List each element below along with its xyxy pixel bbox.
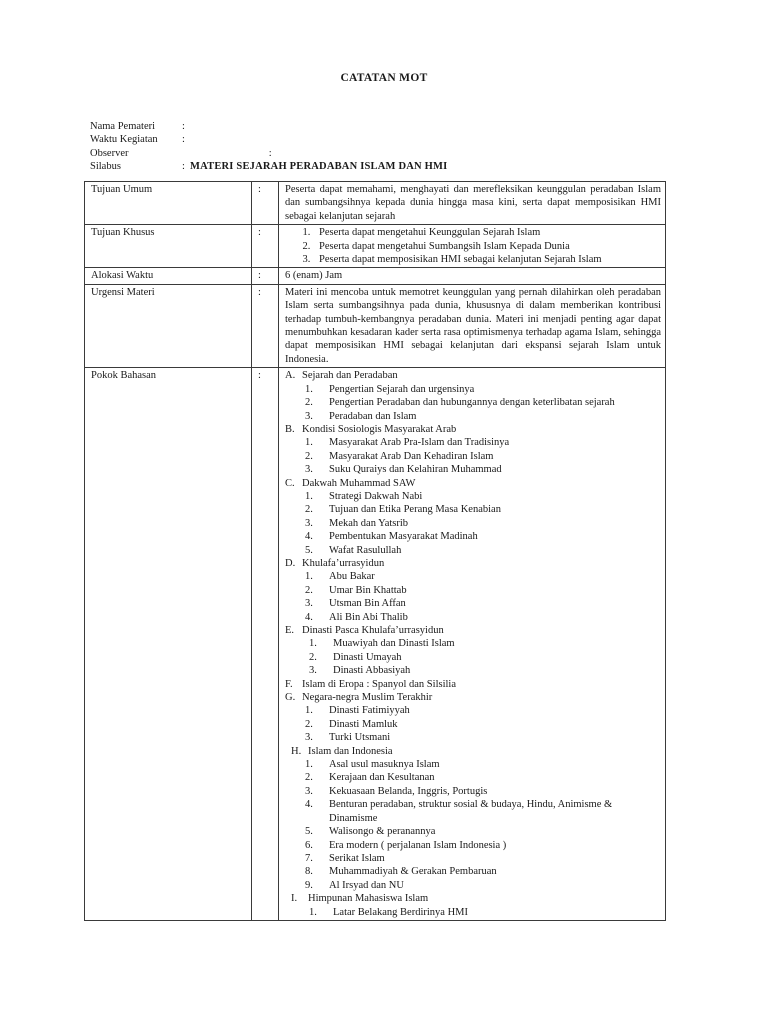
tujuan-khusus-item: 2. Peserta dapat mengetahui Sumbangsih Islam Kepada Dunia [313, 240, 661, 253]
outline-item [285, 463, 661, 476]
outline-item [285, 450, 661, 463]
section-letter: H. [291, 745, 302, 757]
item-number: 1. [305, 571, 313, 583]
item-text: Serikat Islam [329, 852, 385, 864]
document-title: CATATAN MOT [340, 72, 428, 84]
outline-item [285, 530, 661, 543]
outline-item [285, 517, 661, 530]
item-text: Utsman Bin Affan [329, 598, 406, 610]
meta-colon: : [182, 121, 185, 132]
meta-row-silabus [90, 160, 447, 173]
item-number: 1. [305, 759, 313, 771]
alokasi-waktu-text: 6 (enam) Jam [279, 268, 666, 284]
section-title: Islam dan Indonesia [308, 745, 393, 757]
section-title: Islam di Eropa : Spanyol dan Silsilia [302, 678, 456, 690]
outline-item [285, 436, 661, 449]
row-colon: : [252, 268, 279, 284]
section-letter: A. [285, 370, 296, 382]
item-text: Pengertian Sejarah dan urgensinya [329, 383, 475, 395]
meta-label: Silabus [90, 161, 121, 173]
item-number: 3. [305, 410, 313, 422]
item-number: 5. [305, 544, 313, 556]
row-colon: : [252, 182, 279, 225]
section-title: Dakwah Muhammad SAW [302, 477, 416, 489]
item-text: Latar Belakang Berdirinya HMI [333, 906, 468, 918]
meta-colon: : [182, 161, 185, 173]
item-number: 2. [305, 504, 313, 516]
outline-item [285, 597, 661, 610]
outline-item [285, 865, 661, 878]
tujuan-khusus-list [285, 226, 661, 266]
urgensi-materi-text: Materi ini mencoba untuk memotret keunggulan yang pernah dilahirkan oleh peradaban Islam serta sumbangsihnya pada dunia, khususnya di dalam memberikan kontribusi terhadap tumbuh-kembangnya peradaban dunia. Materi ini menjadi penting agar dapat menumbuhkan kesadaran kader serta rasa optimismenya terhadap agama Islam, sehingga dapat memposisikan HMI sebagai kelanjutan dari ekspansi sejarah Islam untuk Indonesia. [279, 284, 666, 367]
tujuan-umum-text: Peserta dapat memahami, menghayati dan merefleksikan keunggulan peradaban Islam dan sumbangsihnya kepada dunia hingga masa kini, serta dapat memposisikan HMI sebagai kelanjutan sejarah [279, 182, 666, 225]
item-number: 1. [305, 490, 313, 502]
item-number: 1. [305, 705, 313, 717]
item-text: Era modern ( perjalanan Islam Indonesia ) [329, 839, 507, 851]
item-number: 4. [305, 531, 313, 543]
item-text: Mekah dan Yatsrib [329, 517, 409, 529]
row-label: Alokasi Waktu [85, 268, 252, 284]
row-alokasi-waktu [85, 268, 666, 284]
meta-row-waktu-kegiatan [90, 133, 447, 146]
outline-item [285, 839, 661, 852]
item-number: 3. [305, 517, 313, 529]
item-number: 2. [305, 397, 313, 409]
item-number: 3. [305, 732, 313, 744]
outline-item [285, 718, 661, 731]
row-urgensi-materi [85, 284, 666, 367]
outline-section [285, 745, 661, 758]
item-number: 3. [305, 598, 313, 610]
section-title: Sejarah dan Peradaban [302, 370, 398, 382]
item-number: 6. [305, 839, 313, 851]
row-label: Urgensi Materi [85, 284, 252, 367]
item-number: 3. [305, 464, 313, 476]
meta-colon [182, 147, 190, 160]
outline-item [285, 785, 661, 798]
item-text: Suku Quraiys dan Kelahiran Muhammad [329, 464, 502, 476]
syllabus-table [84, 181, 666, 921]
outline-item [285, 771, 661, 784]
outline-section [285, 557, 661, 570]
outline-section [285, 369, 661, 382]
row-tujuan-khusus [85, 225, 666, 268]
meta-row-nama-pemateri [90, 120, 447, 133]
item-text: Al Irsyad dan NU [329, 879, 404, 891]
tujuan-khusus-item: 1. Peserta dapat mengetahui Keunggulan Sejarah Islam [313, 226, 661, 239]
item-text: Umar Bin Khattab [329, 584, 407, 596]
meta-block [90, 120, 447, 174]
row-colon: : [252, 225, 279, 268]
outline-section [285, 892, 661, 905]
outline-item [285, 396, 661, 409]
section-letter: C. [285, 477, 295, 489]
item-text: Abu Bakar [329, 571, 375, 583]
item-text: Pembentukan Masyarakat Madinah [329, 531, 478, 543]
row-colon: : [252, 284, 279, 367]
section-letter: B. [285, 423, 295, 435]
item-number: 1. [309, 906, 317, 918]
item-text: Muhammadiyah & Gerakan Pembaruan [329, 866, 497, 878]
item-number: 1. [305, 383, 313, 395]
pokok-bahasan-outline [279, 368, 666, 921]
item-text: Dinasti Mamluk [329, 718, 398, 730]
section-letter: G. [285, 692, 296, 704]
item-number: 7. [305, 852, 313, 864]
outline-item [285, 852, 661, 865]
outline-item [285, 758, 661, 771]
item-text: Masyarakat Arab Dan Kehadiran Islam [329, 450, 494, 462]
item-text: Benturan peradaban, struktur sosial & budaya, Hindu, Animisme & Dinamisme [329, 799, 613, 824]
item-number: 4. [305, 799, 313, 811]
silabus-value: MATERI SEJARAH PERADABAN ISLAM DAN HMI [190, 161, 448, 173]
outline-item [285, 731, 661, 744]
item-number: 2. [309, 651, 317, 663]
outline-item [285, 879, 661, 892]
meta-row-observer [90, 147, 447, 160]
item-text: Ali Bin Abi Thalib [329, 611, 408, 623]
outline-item [285, 825, 661, 838]
section-letter: I. [291, 893, 298, 905]
outline-item [285, 544, 661, 557]
outline-item [285, 503, 661, 516]
item-text: Asal usul masuknya Islam [329, 759, 440, 771]
item-number: 4. [305, 611, 313, 623]
row-label: Pokok Bahasan [85, 368, 252, 921]
section-title: Kondisi Sosiologis Masyarakat Arab [302, 423, 457, 435]
item-text: Dinasti Fatimiyyah [329, 705, 410, 717]
item-text: Kerajaan dan Kesultanan [329, 772, 435, 784]
meta-value: : [190, 147, 272, 159]
tujuan-khusus-list-cell [279, 225, 666, 268]
meta-label: Observer [90, 147, 129, 159]
outline-item [285, 490, 661, 503]
item-number: 3. [309, 665, 317, 677]
outline-item [285, 383, 661, 396]
outline-item [285, 704, 661, 717]
section-letter: E. [285, 625, 295, 636]
item-text: Muawiyah dan Dinasti Islam [333, 638, 455, 650]
outline-item [285, 611, 661, 624]
meta-label: Nama Pemateri [90, 121, 156, 132]
row-colon: : [252, 368, 279, 921]
row-label: Tujuan Khusus [85, 225, 252, 268]
item-text: Walisongo & peranannya [329, 826, 436, 838]
row-label: Tujuan Umum [85, 182, 252, 225]
item-number: 2. [305, 584, 313, 596]
outline-item [285, 906, 661, 919]
outline-item [285, 410, 661, 423]
section-title: Khulafa’urrasyidun [302, 557, 385, 569]
item-number: 1. [309, 638, 317, 650]
item-number: 2. [305, 450, 313, 462]
item-text: Masyarakat Arab Pra-Islam dan Tradisinya [329, 437, 510, 449]
tujuan-khusus-item: 3. Peserta dapat memposisikan HMI sebagai kelanjutan Sejarah Islam [313, 253, 661, 266]
outline-item [285, 637, 661, 650]
outline-item [285, 584, 661, 597]
outline-section [285, 624, 661, 637]
section-letter: D. [285, 557, 296, 569]
item-text: Turki Utsmani [329, 732, 391, 744]
meta-colon: : [182, 134, 185, 146]
item-text: Kekuasaan Belanda, Inggris, Portugis [329, 785, 488, 797]
section-title: Himpunan Mahasiswa Islam [308, 893, 429, 905]
item-text: Dinasti Abbasiyah [333, 665, 411, 677]
item-number: 9. [305, 879, 313, 891]
outline-section [285, 678, 661, 691]
section-title: Dinasti Pasca Khulafa’urrasyidun [302, 625, 444, 636]
outline-section [285, 423, 661, 436]
outline-item [285, 651, 661, 664]
outline-section [285, 691, 661, 704]
item-text: Wafat Rasulullah [329, 544, 402, 556]
outline-item [285, 664, 661, 677]
outline-section [285, 477, 661, 490]
section-title: Negara-negra Muslim Terakhir [302, 692, 433, 704]
meta-label: Waktu Kegiatan [90, 134, 158, 146]
item-text: Dinasti Umayah [333, 651, 402, 663]
section-letter: F. [285, 678, 293, 690]
outline-item [285, 798, 661, 825]
item-text: Tujuan dan Etika Perang Masa Kenabian [329, 504, 501, 516]
row-pokok-bahasan [85, 368, 666, 921]
item-number: 2. [305, 772, 313, 784]
item-number: 1. [305, 437, 313, 449]
item-text: Strategi Dakwah Nabi [329, 490, 423, 502]
item-text: Pengertian Peradaban dan hubungannya dengan keterlibatan sejarah [329, 397, 615, 409]
item-number: 8. [305, 866, 313, 878]
item-number: 5. [305, 826, 313, 838]
item-number: 2. [305, 718, 313, 730]
outline-item [285, 570, 661, 583]
item-text: Peradaban dan Islam [329, 410, 417, 422]
item-number: 3. [305, 785, 313, 797]
row-tujuan-umum [85, 182, 666, 225]
